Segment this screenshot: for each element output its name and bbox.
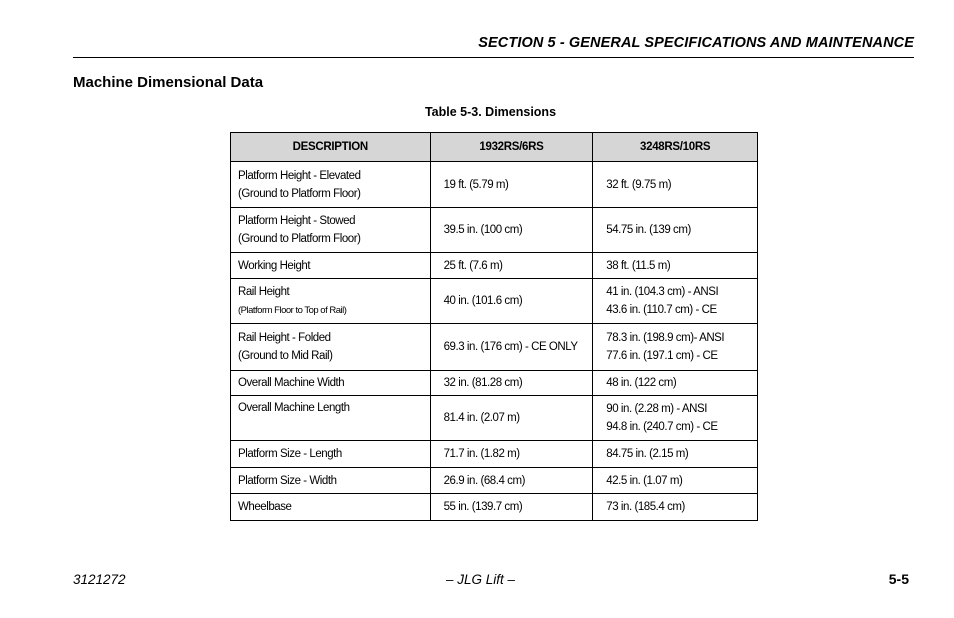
dimensions-table	[230, 132, 758, 521]
header-rule	[73, 57, 914, 58]
table-row	[231, 441, 758, 468]
column-header-description: DESCRIPTION	[231, 133, 431, 162]
row-description: Platform Size - Width	[231, 468, 431, 494]
table-row	[231, 324, 758, 371]
table-row	[231, 396, 758, 441]
table-row	[231, 494, 758, 521]
value-1932rs: 69.3 in. (176 cm) - CE ONLY	[430, 324, 593, 371]
column-header-1932rs: 1932RS/6RS	[430, 133, 593, 162]
desc-line: Platform Height - Elevated	[238, 169, 361, 182]
desc-line: (Ground to Platform Floor)	[238, 187, 361, 200]
row-description	[231, 324, 431, 371]
value-1932rs: 26.9 in. (68.4 cm)	[430, 468, 593, 494]
table-header-row	[231, 133, 758, 162]
row-description	[231, 279, 431, 324]
value-1932rs: 25 ft. (7.6 m)	[430, 253, 593, 279]
value-1932rs: 32 in. (81.28 cm)	[430, 371, 593, 396]
row-description	[231, 208, 431, 253]
desc-line: Rail Height - Folded	[238, 332, 331, 344]
value-3248rs	[593, 279, 758, 324]
value-3248rs: 42.5 in. (1.07 m)	[593, 468, 758, 494]
value-3248rs: 84.75 in. (2.15 m)	[593, 441, 758, 468]
table-caption: Table 5-3. Dimensions	[424, 105, 557, 119]
row-description: Working Height	[231, 253, 431, 279]
row-description: Overall Machine Length	[231, 396, 431, 441]
value-1932rs: 19 ft. (5.79 m)	[430, 162, 593, 208]
value-1932rs: 71.7 in. (1.82 m)	[430, 441, 593, 468]
value-line: 77.6 in. (197.1 cm) - CE	[606, 350, 718, 362]
section-header-title: SECTION 5 - GENERAL SPECIFICATIONS AND MAINTENANCE	[478, 35, 914, 51]
column-header-3248rs: 3248RS/10RS	[593, 133, 758, 162]
value-line: 43.6 in. (110.7 cm) - CE	[606, 304, 717, 316]
value-1932rs: 40 in. (101.6 cm)	[430, 279, 593, 324]
value-line: 78.3 in. (198.9 cm)- ANSI	[606, 332, 725, 344]
footer-page-number: 5-5	[888, 571, 909, 587]
value-1932rs: 81.4 in. (2.07 m)	[430, 396, 593, 441]
value-3248rs: 48 in. (122 cm)	[593, 371, 758, 396]
table-row	[231, 162, 758, 208]
value-3248rs: 32 ft. (9.75 m)	[593, 162, 758, 208]
table-row	[231, 253, 758, 279]
value-line: 41 in. (104.3 cm) - ANSI	[606, 286, 719, 298]
value-3248rs: 38 ft. (11.5 m)	[593, 253, 758, 279]
row-description	[231, 162, 431, 208]
desc-line: Rail Height	[238, 285, 290, 298]
table-row	[231, 208, 758, 253]
table-row	[231, 468, 758, 494]
desc-line: Platform Height - Stowed	[238, 215, 356, 227]
desc-line: (Ground to Mid Rail)	[238, 350, 333, 362]
row-description: Wheelbase	[231, 494, 431, 521]
row-description: Platform Size - Length	[231, 441, 431, 468]
value-1932rs: 55 in. (139.7 cm)	[430, 494, 593, 521]
row-description: Overall Machine Width	[231, 371, 431, 396]
value-line: 94.8 in. (240.7 cm) - CE	[606, 421, 718, 433]
section-heading: Machine Dimensional Data	[73, 74, 264, 91]
footer-publisher: – JLG Lift –	[446, 572, 516, 587]
footer-document-number: 3121272	[73, 572, 126, 587]
value-3248rs: 73 in. (185.4 cm)	[593, 494, 758, 521]
value-3248rs	[593, 396, 758, 441]
desc-line: (Ground to Platform Floor)	[238, 233, 361, 245]
table-row	[231, 279, 758, 324]
table-row	[231, 371, 758, 396]
desc-note: (Platform Floor to Top of Rail)	[238, 304, 347, 316]
value-1932rs: 39.5 in. (100 cm)	[430, 208, 593, 253]
value-3248rs: 54.75 in. (139 cm)	[593, 208, 758, 253]
value-line: 90 in. (2.28 m) - ANSI	[606, 403, 707, 415]
value-3248rs	[593, 324, 758, 371]
